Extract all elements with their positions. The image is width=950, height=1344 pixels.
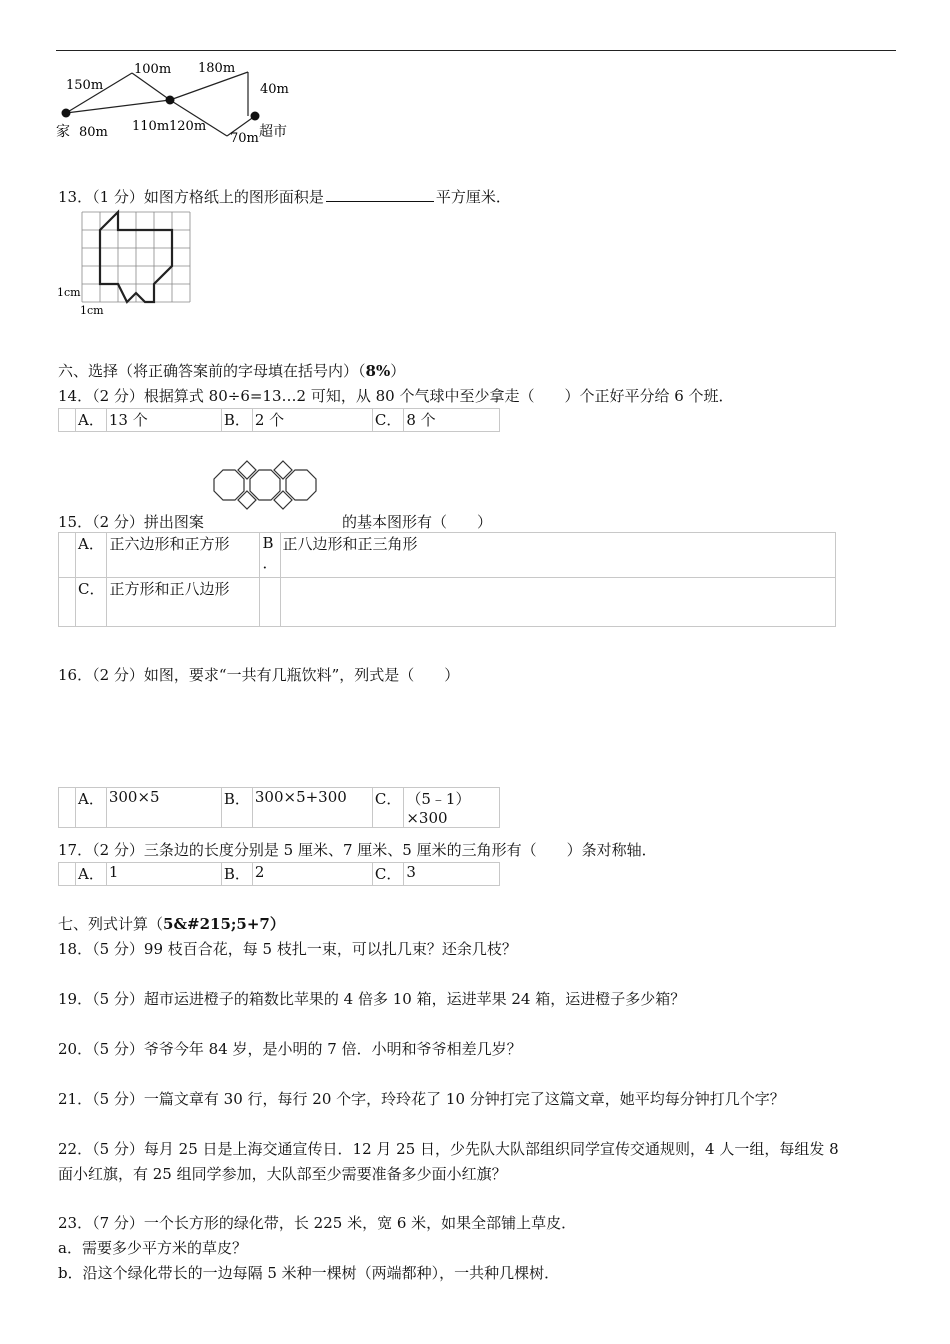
label-home: 家: [56, 124, 70, 140]
q15-option-b-value[interactable]: 正八边形和正三角形: [280, 533, 836, 578]
q17-option-b-letter[interactable]: B．: [221, 863, 252, 886]
label-180m: 180m: [198, 61, 236, 76]
q13-suffix: 平方厘米．: [435, 188, 511, 206]
section-7-title: 七、列式计算（: [58, 915, 164, 933]
q15-option-a-letter[interactable]: A．: [76, 533, 107, 578]
q13-answer-blank[interactable]: [326, 187, 434, 202]
market-point: [251, 112, 260, 121]
label-120m: 120m: [169, 119, 207, 134]
q14-option-a-letter[interactable]: A．: [76, 409, 107, 432]
home-point: [62, 109, 71, 118]
q14-option-b-value[interactable]: 2 个: [252, 409, 372, 432]
q15-option-a-value[interactable]: 正六边形和正方形: [107, 533, 260, 578]
q14-option-c-value[interactable]: 8 个: [404, 409, 500, 432]
label-150m: 150m: [66, 78, 104, 93]
q16-option-a-value[interactable]: 300×5: [106, 788, 221, 828]
question-13: [58, 186, 511, 207]
question-23-line-1: 23．（7 分）一个长方形的绿化带，长 225 米，宽 6 米，如果全部铺上草皮．: [58, 1214, 577, 1232]
section-7-close: ）: [269, 915, 285, 933]
q17-option-b-value[interactable]: 2: [252, 863, 372, 886]
grid-figure: [56, 208, 196, 318]
q15-options: [58, 532, 836, 627]
q16-option-b-value[interactable]: 300×5+300: [252, 788, 372, 828]
q14-option-b-letter[interactable]: B．: [221, 409, 252, 432]
label-110m: 110m: [132, 119, 170, 134]
question-20: 20．（5 分）爷爷今年 84 岁，是小明的 7 倍．小明和爷爷相差几岁？: [58, 1040, 522, 1058]
label-40m: 40m: [260, 82, 289, 97]
question-16: 16．（2 分）如图，要求“一共有几瓶饮料”，列式是（ ）: [58, 666, 460, 684]
q16-option-c-letter[interactable]: C．: [372, 788, 403, 828]
top-rule: [56, 50, 896, 51]
q16-option-b-letter[interactable]: B．: [221, 788, 252, 828]
question-17: 17．（2 分）三条边的长度分别是 5 厘米、7 厘米、5 厘米的三角形有（ ）条对称轴．: [58, 841, 657, 859]
question-22-line-2: 面小红旗，有 25 组同学参加，大队部至少需要准备多少面小红旗？: [58, 1165, 507, 1183]
label-100m: 100m: [134, 62, 172, 77]
q14-option-a-value[interactable]: 13 个: [106, 409, 221, 432]
q15-suffix: 的基本图形有（ ）: [342, 513, 493, 531]
grid-label-x: 1cm: [80, 304, 104, 317]
tiling-pattern-figure: [212, 458, 328, 518]
question-22-line-1: 22．（5 分）每月 25 日是上海交通宣传日．12 月 25 日，少先队大队部组织同学宣传交通规则，4 人一组，每组发 8: [58, 1140, 839, 1158]
question-23-part-b: b．沿这个绿化带长的一边每隔 5 米种一棵树（两端都种），一共种几棵树．: [58, 1264, 560, 1282]
q15-option-b-letter-dot: ．: [262, 554, 278, 572]
q15-option-b-letter[interactable]: [260, 533, 280, 578]
question-21: 21．（5 分）一篇文章有 30 行，每行 20 个字，玲玲花了 10 分钟打完了这篇文章，她平均每分钟打几个字？: [58, 1090, 785, 1108]
q17-options: [58, 862, 500, 886]
label-70m: 70m: [230, 131, 259, 144]
q17-option-c-letter[interactable]: C．: [372, 863, 403, 886]
q15-option-c-letter[interactable]: C．: [76, 578, 107, 627]
question-15: [58, 511, 204, 532]
section-6-title: 六、选择（将正确答案前的字母填在括号内）（: [58, 362, 366, 380]
question-14: 14．（2 分）根据算式 80÷6=13…2 可知，从 80 个气球中至少拿走（ ）个正好平分给 6 个班．: [58, 387, 734, 405]
q17-option-a-value[interactable]: 1: [106, 863, 221, 886]
grid-label-y: 1cm: [57, 286, 81, 299]
q16-options: [58, 787, 500, 828]
section-7-score: 5&#215;5+7: [163, 915, 270, 933]
section-6-heading: [58, 360, 405, 381]
q15-option-b-letter-main: B: [262, 534, 274, 552]
question-19: 19．（5 分）超市运进橙子的箱数比苹果的 4 倍多 10 箱，运进苹果 24 箱，运进橙子多少箱？: [58, 990, 686, 1008]
label-market: 超市: [259, 124, 287, 140]
q17-option-c-value[interactable]: 3: [404, 863, 500, 886]
label-80m: 80m: [79, 125, 108, 140]
question-18: 18．（5 分）99 枝百合花，每 5 枝扎一束，可以扎几束？还余几枝？: [58, 940, 517, 958]
section-6-close: ）: [390, 362, 406, 380]
q14-options: [58, 408, 500, 432]
q13-prefix: 13．（1 分）如图方格纸上的图形面积是: [58, 188, 324, 206]
q16-option-a-letter[interactable]: A．: [76, 788, 107, 828]
section-7-heading: [58, 913, 285, 934]
q15-option-c-value[interactable]: 正方形和正八边形: [107, 578, 260, 627]
q17-option-a-letter[interactable]: A．: [76, 863, 107, 886]
q15-prefix: 15．（2 分）拼出图案: [58, 513, 204, 531]
q16-option-c-value[interactable]: （5﹣1）×300: [404, 788, 500, 828]
question-23-part-a: a．需要多少平方米的草皮？: [58, 1239, 247, 1257]
middle-point: [166, 96, 175, 105]
route-map-figure: [52, 56, 302, 144]
section-6-score: 8%: [365, 362, 391, 380]
q14-option-c-letter[interactable]: C．: [372, 409, 403, 432]
